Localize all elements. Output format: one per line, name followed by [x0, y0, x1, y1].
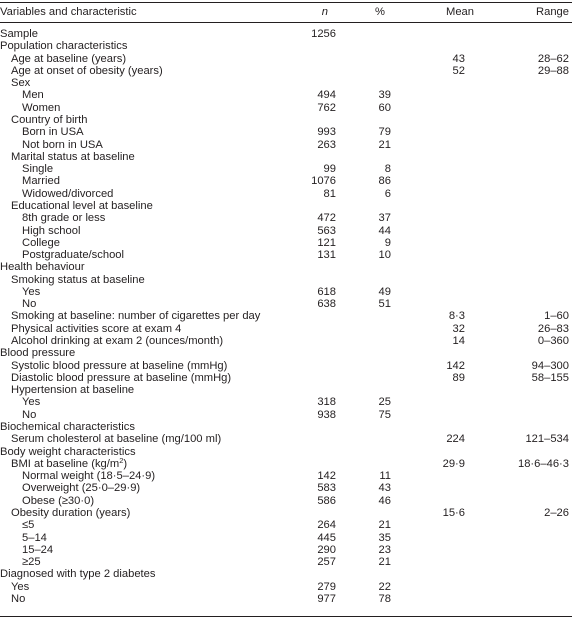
cell-n: 318 — [317, 396, 336, 409]
cell-percent: 46 — [378, 494, 391, 507]
cell-percent: 21 — [378, 556, 391, 568]
row-label: Yes — [22, 396, 41, 409]
header-percent: % — [375, 6, 385, 18]
row-label: Yes — [22, 285, 41, 298]
header-variables: Variables and characteristic — [0, 6, 137, 18]
row-label: Sex — [11, 77, 31, 90]
cell-n: 472 — [317, 212, 336, 225]
cell-n: 563 — [317, 224, 336, 237]
cell-percent: 86 — [378, 175, 391, 188]
cell-percent: 23 — [378, 543, 391, 556]
row-label: Widowed/divorced — [22, 187, 114, 200]
cell-n: 264 — [317, 519, 336, 532]
row-label: Born in USA — [22, 126, 84, 139]
cell-percent: 49 — [378, 285, 391, 298]
row-label: Systolic blood pressure at baseline (mmHg) — [11, 359, 228, 372]
cell-percent: 78 — [378, 592, 391, 605]
cell-mean: 8·3 — [448, 310, 465, 323]
bottom-rule — [0, 616, 572, 617]
cell-n: 1256 — [311, 28, 336, 40]
row-label: Married — [22, 175, 60, 188]
row-label: High school — [22, 224, 81, 237]
row-label: Obese (≥30·0) — [22, 494, 95, 507]
cell-n: 977 — [317, 592, 336, 605]
cell-percent: 75 — [378, 408, 391, 421]
row-label: ≥25 — [22, 556, 41, 568]
row-label: No — [22, 408, 37, 421]
cell-n: 638 — [317, 298, 336, 311]
header-n: n — [321, 6, 328, 18]
row-label: Overweight (25·0–29·9) — [22, 482, 141, 495]
cell-percent: 43 — [378, 482, 391, 495]
row-label: College — [22, 236, 60, 249]
cell-range: 121–534 — [525, 433, 569, 446]
row-label: 15–24 — [22, 543, 54, 556]
cell-percent: 79 — [378, 126, 391, 139]
cell-range: 26–83 — [537, 322, 569, 335]
cell-n: 131 — [317, 249, 336, 261]
cell-percent: 6 — [384, 187, 391, 200]
row-label: Alcohol drinking at exam 2 (ounces/month) — [11, 335, 224, 347]
cell-percent: 21 — [378, 138, 391, 151]
cell-n: 257 — [317, 556, 336, 568]
row-label: Body weight characteristics — [0, 445, 136, 458]
cell-range: 28–62 — [537, 52, 569, 65]
cell-percent: 44 — [378, 224, 391, 237]
row-label: Country of birth — [11, 114, 88, 126]
header-range: Range — [536, 6, 569, 18]
cell-n: 121 — [317, 236, 336, 249]
row-label: Men — [22, 89, 44, 102]
cell-range: 2–26 — [544, 506, 569, 519]
cell-percent: 35 — [378, 531, 391, 544]
row-label: Women — [22, 101, 61, 114]
row-label: ≤5 — [22, 519, 35, 532]
cell-n: 263 — [317, 138, 336, 151]
row-label: Postgraduate/school — [22, 249, 124, 261]
row-label: No — [11, 592, 26, 605]
row-label: Not born in USA — [22, 138, 103, 151]
cell-mean: 32 — [452, 322, 465, 335]
cell-n: 938 — [317, 408, 336, 421]
cell-percent: 51 — [378, 298, 391, 311]
cell-range: 1–60 — [544, 310, 569, 323]
cell-n: 99 — [323, 163, 336, 176]
header-rule — [0, 22, 572, 23]
cell-percent: 10 — [378, 249, 391, 261]
row-label: Age at baseline (years) — [11, 52, 127, 65]
cell-n: 618 — [317, 285, 336, 298]
row-label: Biochemical characteristics — [0, 421, 135, 433]
row-label: Diagnosed with type 2 diabetes — [0, 568, 156, 581]
cell-n: 583 — [317, 482, 336, 495]
cell-mean: 142 — [446, 359, 465, 372]
row-label: 8th grade or less — [22, 212, 106, 225]
cell-n: 142 — [317, 470, 336, 483]
cell-percent: 21 — [378, 519, 391, 532]
row-label: No — [22, 298, 37, 311]
cell-percent: 60 — [378, 101, 391, 114]
cell-n: 494 — [317, 89, 336, 102]
cell-percent: 8 — [384, 163, 391, 176]
row-label: Serum cholesterol at baseline (mg/100 ml) — [11, 433, 222, 446]
row-label: Blood pressure — [0, 347, 76, 360]
cell-range: 18·6–46·3 — [517, 457, 569, 470]
cell-percent: 37 — [378, 212, 391, 225]
row-label: Smoking at baseline: number of cigarettes per day — [11, 310, 261, 323]
cell-mean: 224 — [446, 433, 465, 446]
cell-n: 81 — [323, 187, 336, 200]
cell-mean: 14 — [452, 335, 465, 347]
row-label: Normal weight (18·5–24·9) — [22, 470, 156, 483]
row-label: Single — [22, 163, 54, 176]
cell-range: 0–360 — [537, 335, 569, 347]
top-rule — [0, 2, 572, 3]
cell-mean: 29·9 — [442, 457, 465, 470]
cell-n: 586 — [317, 494, 336, 507]
row-label: Population characteristics — [0, 40, 128, 53]
row-label: Hypertension at baseline — [11, 384, 135, 397]
table-header — [0, 5, 572, 20]
cell-mean: 43 — [452, 52, 465, 65]
row-label: Smoking status at baseline — [11, 273, 145, 286]
cell-mean: 15·6 — [442, 506, 465, 519]
row-label: Physical activities score at exam 4 — [11, 322, 182, 335]
row-label: Diastolic blood pressure at baseline (mmHg) — [11, 371, 232, 384]
header-mean: Mean — [446, 6, 474, 18]
row-label: BMI at baseline $(kg/m^2)$ — [11, 455, 128, 470]
cell-mean: 52 — [452, 64, 465, 77]
row-label: Age at onset of obesity (years) — [11, 64, 163, 77]
cell-percent: 39 — [378, 89, 391, 102]
row-label: Marital status at baseline — [11, 150, 135, 163]
cell-n: 1076 — [311, 175, 336, 188]
row-label: 5–14 — [22, 531, 47, 544]
cell-mean: 89 — [452, 371, 465, 384]
cell-n: 279 — [317, 580, 336, 593]
cell-range: 29–88 — [537, 64, 569, 77]
cell-percent: 9 — [384, 236, 391, 249]
row-label: Educational level at baseline — [11, 199, 153, 212]
cell-percent: 22 — [378, 580, 391, 593]
cell-n: 445 — [317, 531, 336, 544]
row-label: Yes — [11, 580, 30, 593]
table-row — [0, 592, 572, 607]
cell-percent: 25 — [378, 396, 391, 409]
cell-n: 993 — [317, 126, 336, 139]
row-label: Obesity duration (years) — [11, 506, 131, 519]
cell-n: 762 — [317, 101, 336, 114]
row-label: Sample — [0, 28, 38, 40]
cell-percent: 11 — [379, 470, 391, 483]
cell-range: 94–300 — [531, 359, 569, 372]
cell-n: 290 — [317, 543, 336, 556]
cell-range: 58–155 — [531, 371, 569, 384]
row-label: Health behaviour — [0, 261, 85, 274]
